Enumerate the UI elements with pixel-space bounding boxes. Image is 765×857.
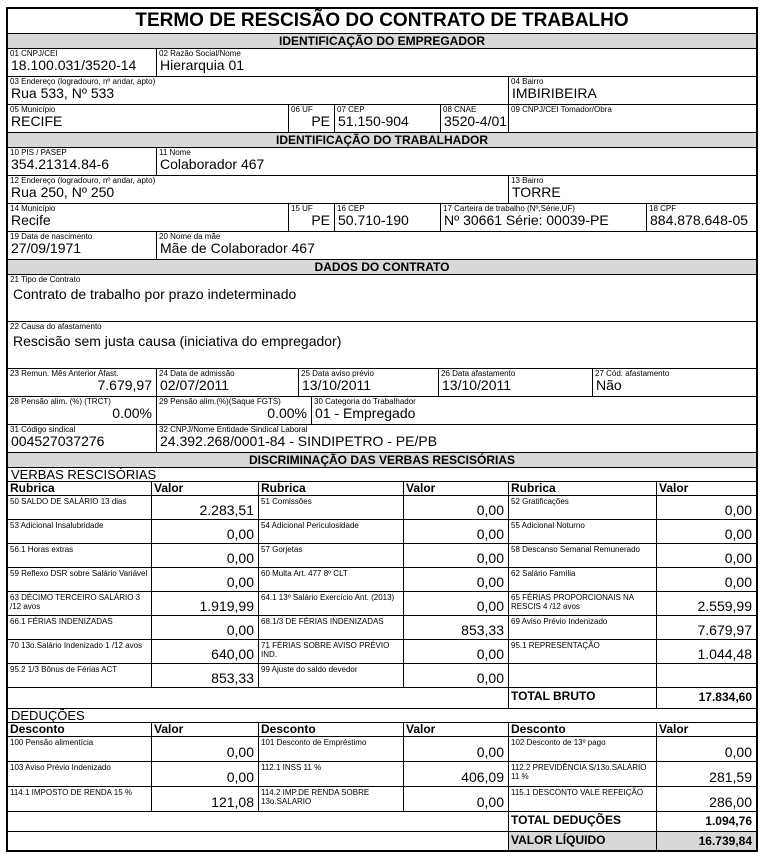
item-label: 52 Gratificações [511, 497, 569, 506]
worker-nome: 11 Nome Colaborador 467 [156, 148, 756, 175]
item-label: 55 Adicional Noturno [511, 521, 585, 530]
worker-cep: 16 CEP 50.710-190 [334, 204, 440, 231]
table-row [8, 520, 756, 544]
item-value: 0,00 [226, 769, 254, 785]
item-value: 0,00 [476, 574, 504, 590]
item-label: 65 FÉRIAS PROPORCIONAIS NA RESCIS 4 /12 avos [511, 593, 634, 611]
item-label: 99 Ajuste do saldo devedor [261, 665, 358, 674]
contract-causa: 22 Causa do afastamento Rescisão sem justa causa (iniciativa do empregador) [10, 322, 342, 349]
item-value: 406,09 [461, 769, 504, 785]
item-value: 121,08 [211, 794, 254, 810]
item-label: 102 Desconto de 13º pago [511, 738, 606, 747]
valor-liquido-row [8, 832, 756, 850]
item-value: 0,00 [476, 670, 504, 686]
total-deducoes-label: TOTAL DEDUÇÕES [511, 813, 622, 827]
section-breakdown: DISCRIMINAÇÃO DAS VERBAS RESCISÓRIAS [8, 453, 756, 468]
item-value: 0,00 [724, 574, 752, 590]
section-employer: IDENTIFICAÇÃO DO EMPREGADOR [8, 34, 756, 49]
table-row [8, 664, 756, 688]
worker-endereco: 12 Endereço (logradouro, nº andar, apto) Rua 250, Nº 250 [10, 176, 156, 200]
total-deducoes-value: 1.094,76 [705, 814, 752, 828]
worker-uf: 15 UF PE [288, 204, 334, 231]
item-label: 114.1 IMPOSTO DE RENDA 15 % [10, 788, 132, 797]
item-value: 0,00 [226, 550, 254, 566]
item-value: 0,00 [724, 550, 752, 566]
form-title: TERMO DE RESCISÃO DO CONTRATO DE TRABALHO [8, 9, 756, 34]
rescission-form [6, 7, 758, 852]
item-value: 0,00 [226, 622, 254, 638]
item-label: 112.2 PREVIDÊNCIA S/13o.SALÁRIO 11 % [511, 763, 647, 781]
table-row [8, 496, 756, 520]
item-value: 0,00 [724, 526, 752, 542]
item-label: 101 Desconto de Empréstimo [261, 738, 367, 747]
employer-cnae: 08 CNAE 3520-4/01 [440, 105, 508, 132]
item-value: 281,59 [709, 769, 752, 785]
deducoes-total-row [8, 812, 756, 832]
verbas-title: VERBAS RESCISÓRIAS [8, 468, 756, 482]
item-label: 70 13o.Salário Indenizado 1 /12 avos [10, 641, 143, 650]
item-label: 115.1 DESCONTO VALE REFEIÇÃO [511, 788, 644, 797]
section-worker: IDENTIFICAÇÃO DO TRABALHADOR [8, 133, 756, 148]
item-label: 50 SALDO DE SALÁRIO 13 dias [10, 497, 127, 506]
employer-municipio: 05 Município RECIFE [10, 105, 63, 129]
contract-cod-afastamento: 27 Cód. afastamento Não [592, 369, 756, 396]
item-value: 0,00 [476, 794, 504, 810]
item-value: 0,00 [226, 744, 254, 760]
verbas-total-row [8, 688, 756, 709]
item-label: 62 Salário Família [511, 569, 576, 578]
section-contract: DADOS DO CONTRATO [8, 260, 756, 275]
item-value: 0,00 [226, 574, 254, 590]
item-value: 0,00 [476, 502, 504, 518]
item-value: 286,00 [709, 794, 752, 810]
worker-municipio: 14 Município Recife [10, 204, 56, 228]
item-label: 59 Reflexo DSR sobre Salário Variável [10, 569, 148, 578]
item-value: 853,33 [461, 622, 504, 638]
item-label: 69 Aviso Prévio Indenizado [511, 617, 608, 626]
item-value: 0,00 [476, 646, 504, 662]
item-value: 0,00 [724, 744, 752, 760]
employer-tomador: 09 CNPJ/CEI Tomador/Obra [508, 105, 756, 132]
worker-bairro: 13 Bairro TORRE [508, 176, 756, 203]
item-label: 114.2 IMP.DE RENDA SOBRE 13o.SALARIO [261, 788, 370, 806]
item-label: 68.1/3 DE FÉRIAS INDENIZADAS [261, 617, 384, 626]
table-row [8, 592, 756, 616]
item-value: 0,00 [724, 502, 752, 518]
item-value: 0,00 [476, 744, 504, 760]
item-value: 0,00 [476, 526, 504, 542]
table-row [8, 787, 756, 812]
item-label: 58 Descanso Semanal Remunerado [511, 545, 640, 554]
item-label: 95.2 1/3 Bônus de Férias ACT [10, 665, 118, 674]
contract-entidade-sindical: 32 CNPJ/Nome Entidade Sindical Laboral 24.392.268/0001-84 - SINDIPETRO - PE/PB [156, 425, 756, 452]
item-label: 103 Aviso Prévio Indenizado [10, 763, 111, 772]
item-label: 53 Adicional Insalubridade [10, 521, 104, 530]
deducoes-table [8, 737, 756, 812]
contract-tipo: 21 Tipo de Contrato Contrato de trabalho por prazo indeterminado [10, 275, 297, 302]
employer-uf: 06 UF PE [288, 105, 334, 132]
item-label: 57 Gorjetas [261, 545, 303, 554]
worker-pis: 10 PIS / PASEP 354.21314.84-6 [10, 148, 110, 172]
item-value: 0,00 [226, 526, 254, 542]
employer-cep: 07 CEP 51.150-904 [334, 105, 440, 132]
contract-pensao-fgts: 29 Pensão alim.(%)(Saque FGTS) 0.00% [156, 397, 311, 424]
item-label: 71 FÉRIAS SOBRE AVISO PRÉVIO IND. [261, 641, 390, 659]
item-value: 2.559,99 [697, 598, 752, 614]
table-row [8, 640, 756, 664]
employer-bairro: 04 Bairro IMBIRIBEIRA [508, 77, 756, 104]
item-value: 1.044,48 [697, 646, 752, 662]
valor-liquido-value: 16.739,84 [698, 834, 752, 848]
contract-categoria: 30 Categoria do Trabalhador 01 - Empregado [311, 397, 756, 424]
item-label: 64.1 13º Salário Exercício Ant. (2013) [261, 593, 395, 602]
item-label: 63 DÉCIMO TERCEIRO SALÁRIO 3 /12 avos [10, 593, 141, 611]
verbas-table [8, 496, 756, 688]
item-label: 112.1 INSS 11 % [261, 763, 322, 772]
item-value: 0,00 [476, 598, 504, 614]
deducoes-title: DEDUÇÕES [8, 709, 756, 723]
total-bruto-label: TOTAL BRUTO [511, 689, 596, 703]
item-label: 100 Pensão alimentícia [10, 738, 94, 747]
contract-afastamento: 26 Data afastamento 13/10/2011 [438, 369, 592, 396]
valor-liquido-label: VALOR LÍQUIDO [511, 833, 606, 847]
table-row [8, 616, 756, 640]
contract-codigo-sindical: 31 Código sindical 004527037276 [10, 425, 105, 449]
table-row [8, 568, 756, 592]
item-label: 51 Comissões [261, 497, 312, 506]
employer-razao: 02 Razão Social/Nome Hierarquia 01 [156, 49, 756, 76]
worker-cpf: 18 CPF 884.878.648-05 [646, 204, 756, 231]
contract-pensao: 28 Pensão alim. (%) (TRCT) 0.00% [10, 397, 152, 421]
employer-endereco: 03 Endereço (logradouro, nº andar, apto) Rua 533, Nº 533 [10, 77, 156, 101]
item-label: 95.1 REPRESENTAÇÃO [511, 641, 600, 650]
verbas-header: Rubrica Valor Rubrica Valor Rubrica Valor [8, 482, 756, 496]
contract-remuneracao: 23 Remun. Mês Anterior Afast. 7.679,97 [10, 369, 152, 393]
item-label: 54 Adicional Periculosidade [261, 521, 359, 530]
contract-aviso: 25 Data aviso prévio 13/10/2011 [298, 369, 438, 396]
deducoes-header: Desconto Valor Desconto Valor Desconto Valor [8, 723, 756, 737]
worker-ctps: 17 Carteira de trabalho (Nº,Série,UF) Nº 30661 Série: 00039-PE [440, 204, 646, 231]
item-value: 1.919,99 [199, 598, 254, 614]
table-row [8, 762, 756, 787]
worker-nascimento: 19 Data de nascimento 27/09/1971 [10, 232, 93, 256]
item-value: 853,33 [211, 670, 254, 686]
item-label: 56.1 Horas extras [10, 545, 74, 554]
contract-admissao: 24 Data de admissão 02/07/2011 [156, 369, 298, 396]
item-label [509, 664, 656, 665]
item-label: 60 Multa Art. 477 8º CLT [261, 569, 348, 578]
total-bruto-value: 17.834,60 [698, 690, 752, 704]
employer-cnpj: 01 CNPJ/CEI 18.100.031/3520-14 [10, 49, 137, 73]
item-value: 2.283,51 [199, 502, 254, 518]
item-value: 0,00 [476, 550, 504, 566]
table-row [8, 737, 756, 762]
table-row [8, 544, 756, 568]
item-value: 640,00 [211, 646, 254, 662]
worker-mae: 20 Nome da mãe Mãe de Colaborador 467 [156, 232, 756, 259]
item-label: 66.1 FÉRIAS INDENIZADAS [10, 617, 113, 626]
item-value: 7.679,97 [697, 622, 752, 638]
